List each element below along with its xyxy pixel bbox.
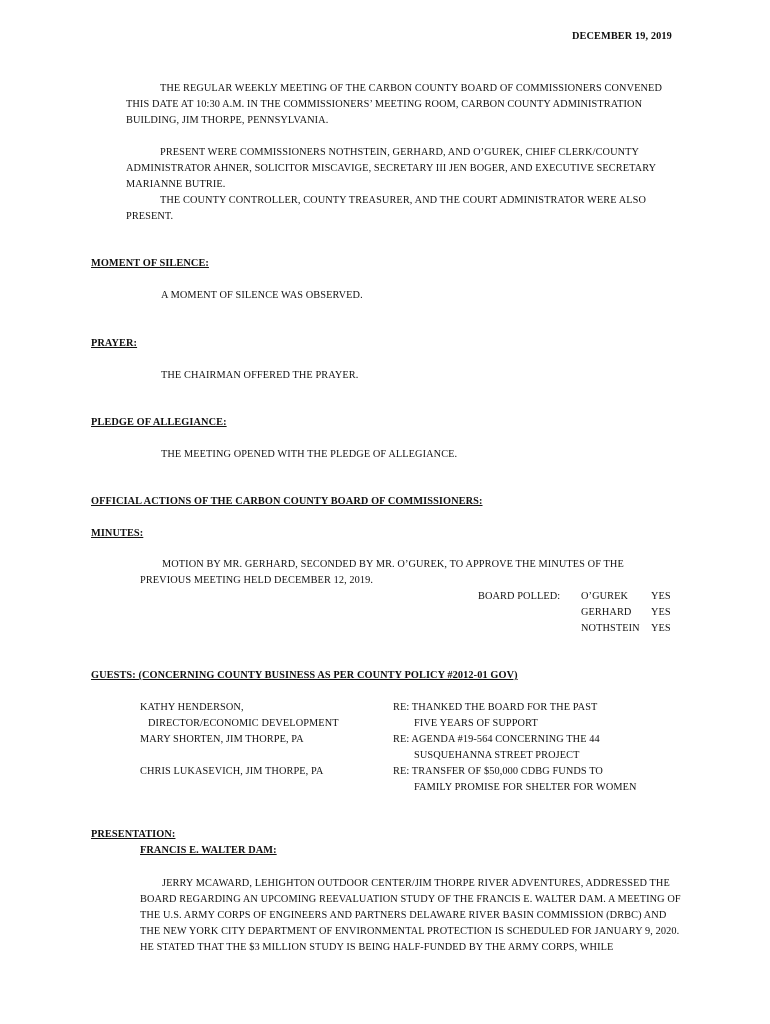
pledge-heading: PLEDGE OF ALLEGIANCE: bbox=[91, 417, 227, 428]
poll-vote-2: YES bbox=[651, 607, 671, 618]
poll-vote-1: YES bbox=[651, 591, 671, 602]
intro-paragraph-1 bbox=[126, 81, 686, 129]
poll-name-3: NOTHSTEIN bbox=[581, 623, 640, 634]
prayer-text: THE CHAIRMAN OFFERED THE PRAYER. bbox=[161, 370, 359, 381]
guest-1-name: KATHY HENDERSON, bbox=[140, 702, 244, 713]
intro-paragraph-1-text: THE REGULAR WEEKLY MEETING OF THE CARBON COUNTY BOARD OF COMMISSIONERS CONVENED THIS DATE AT 10:30 A.M. IN THE COMMISSIONERS’ MEETING ROOM, CARBON COUNTY ADMINISTRATION BUILDING, JIM THORPE, PENNSYLVANIA. bbox=[126, 83, 662, 126]
guests-heading: GUESTS: (CONCERNING COUNTY BUSINESS AS PER COUNTY POLICY #2012-01 GOV) bbox=[91, 670, 518, 681]
guest-3-name: CHRIS LUKASEVICH, JIM THORPE, PA bbox=[140, 766, 324, 777]
intro-paragraph-3-text: THE COUNTY CONTROLLER, COUNTY TREASURER, AND THE COURT ADMINISTRATOR WERE ALSO PRESENT. bbox=[126, 195, 647, 222]
guest-1-re-line-1: RE: THANKED THE BOARD FOR THE PAST bbox=[393, 702, 598, 713]
guest-2-re-line-1: RE: AGENDA #19-564 CONCERNING THE 44 bbox=[393, 734, 600, 745]
prayer-heading: PRAYER: bbox=[91, 338, 138, 349]
moment-of-silence-heading: MOMENT OF SILENCE: bbox=[91, 258, 209, 269]
intro-paragraph-3 bbox=[126, 193, 686, 225]
official-actions-heading: OFFICIAL ACTIONS OF THE CARBON COUNTY BOARD OF COMMISSIONERS: bbox=[91, 496, 483, 507]
presentation-paragraph-text: JERRY MCAWARD, LEHIGHTON OUTDOOR CENTER/JIM THORPE RIVER ADVENTURES, ADDRESSED THE BOARD REGARDING AN UPCOMING REEVALUATION STUDY OF THE FRANCIS E. WALTER DAM. A MEETING OF THE U.S. ARMY CORPS OF ENGINEERS AND PARTNERS DELAWARE RIVER BASIN COMMISSION (DRBC) AND THE NEW YORK CITY DEPARTMENT OF ENVIRONMENTAL PROTECTION IS SCHEDULED FOR JANUARY 9, 2020. HE STATED THAT THE $3 MILLION STUDY IS BEING HALF-FUNDED BY THE ARMY CORPS, WHILE bbox=[140, 878, 681, 953]
minutes-heading: MINUTES: bbox=[91, 528, 144, 539]
guest-3-re-line-2: FAMILY PROMISE FOR SHELTER FOR WOMEN bbox=[414, 782, 637, 793]
intro-paragraph-2-text: PRESENT WERE COMMISSIONERS NOTHSTEIN, GERHARD, AND O’GUREK, CHIEF CLERK/COUNTY ADMINISTRATOR AHNER, SOLICITOR MISCAVIGE, SECRETARY III JEN BOGER, AND EXECUTIVE SECRETARY MARIANNE BUTRIE. bbox=[126, 147, 656, 190]
moment-of-silence-text: A MOMENT OF SILENCE WAS OBSERVED. bbox=[161, 290, 363, 301]
guest-1-re-line-2: FIVE YEARS OF SUPPORT bbox=[414, 718, 538, 729]
guest-2-name: MARY SHORTEN, JIM THORPE, PA bbox=[140, 734, 304, 745]
poll-vote-3: YES bbox=[651, 623, 671, 634]
poll-name-1: O’GUREK bbox=[581, 591, 629, 602]
board-polled-label: BOARD POLLED: bbox=[478, 591, 561, 602]
minutes-motion-text: MOTION BY MR. GERHARD, SECONDED BY MR. O’GUREK, TO APPROVE THE MINUTES OF THE PREVIOUS MEETING HELD DECEMBER 12, 2019. bbox=[140, 559, 624, 586]
presentation-subheading: FRANCIS E. WALTER DAM: bbox=[140, 845, 277, 856]
poll-name-2: GERHARD bbox=[581, 607, 632, 618]
intro-paragraph-2 bbox=[126, 145, 686, 193]
meeting-date: DECEMBER 19, 2019 bbox=[572, 31, 672, 42]
presentation-heading: PRESENTATION: bbox=[91, 829, 176, 840]
guest-1-title: DIRECTOR/ECONOMIC DEVELOPMENT bbox=[148, 718, 339, 729]
minutes-motion bbox=[140, 557, 650, 589]
guest-3-re-line-1: RE: TRANSFER OF $50,000 CDBG FUNDS TO bbox=[393, 766, 603, 777]
guest-2-re-line-2: SUSQUEHANNA STREET PROJECT bbox=[414, 750, 580, 761]
presentation-paragraph bbox=[140, 876, 688, 956]
pledge-text: THE MEETING OPENED WITH THE PLEDGE OF ALLEGIANCE. bbox=[161, 449, 458, 460]
